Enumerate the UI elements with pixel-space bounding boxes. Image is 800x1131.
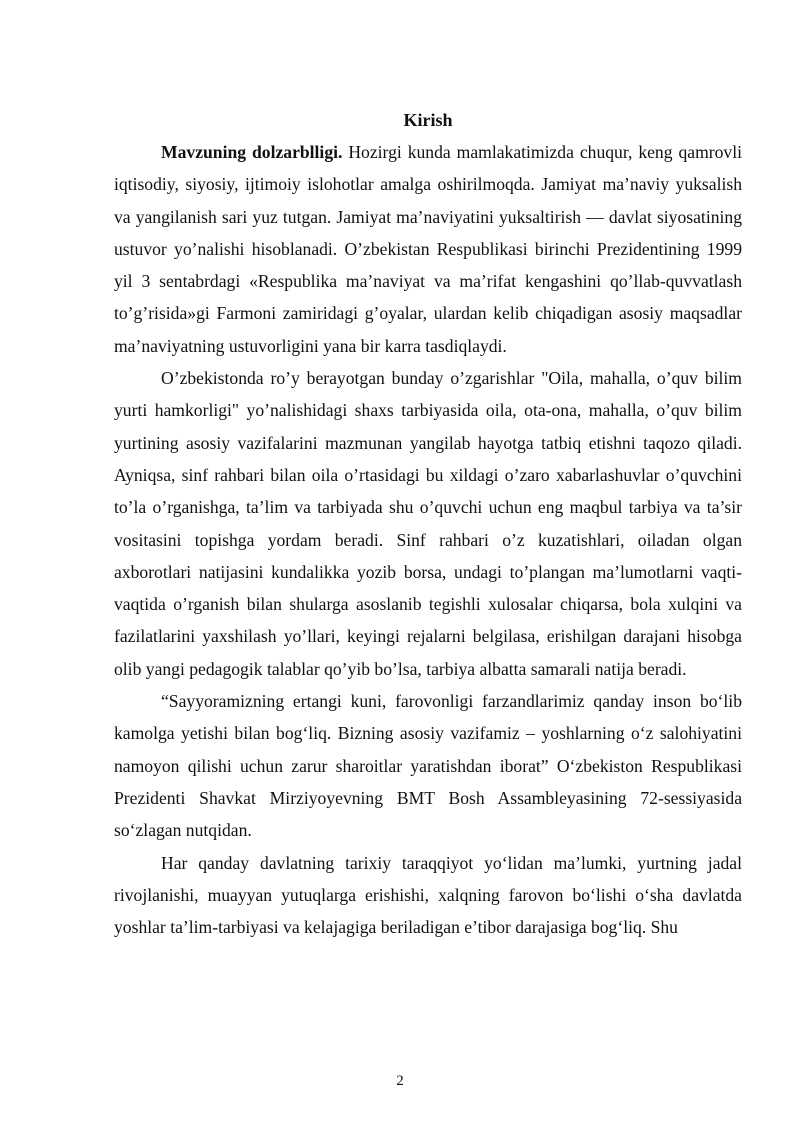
paragraph-quote bbox=[114, 685, 742, 846]
document-body bbox=[114, 104, 742, 943]
paragraph-text: Hozirgi kunda mamlakatimizda chuqur, keng qamrovli iqtisodiy, siyosiy, ijtimoiy islohotlar amalga oshirilmoqda. Jamiyat ma’naviy yuksalish va yangilanish sari yuz tutgan. Jamiyat ma’naviyatini yuksaltirish — davlat siyosatining ustuvor yo’nalishi hisoblanadi. O’zbekistan Respublikasi birinchi Prezidentining 1999 yil 3 sentabrdagi «Respublika ma’naviyat va ma’rifat kengashini qo’llab-quvvatlash to’g’risida»gi Farmoni zamiridagi g’oyalar, ulardan kelib chiqadigan asosiy maqsadlar ma’naviyatning ustuvorligini yana bir karra tasdiqlaydi. bbox=[114, 142, 742, 356]
paragraph-lead-heading: Mavzuning dolzarblligi. bbox=[161, 142, 343, 162]
paragraph-text: Har qanday davlatning tarixiy taraqqiyot yo‘lidan ma’lumki, yurtning jadal rivojlanishi, muayyan yutuqlarga erishishi, xalqning farovon bo‘lishi o‘sha davlatda yoshlar ta’lim-tarbiyasi va kelajagiga beriladigan e’tibor darajasiga bog‘liq. Shu bbox=[114, 852, 742, 938]
section-title: Kirish bbox=[403, 110, 453, 130]
paragraph-changes bbox=[114, 362, 742, 685]
paragraph-text: O’zbekistonda ro’y berayotgan bunday o’zgarishlar "Oila, mahalla, o’quv bilim yurti hamkorligi" yo’nalishidagi shaxs tarbiyasida oila, ota-ona, mahalla, o’quv bilim yurtining asosiy vazifalarini mazmunan yangilab hayotga tatbiq etishni taqozo qiladi. Ayniqsa, sinf rahbari bilan oila o’rtasidagi bu xildagi o’zaro xabarlashuvlar o’quvchini to’la o’rganishga, ta’lim va tarbiyada shu o’quvchi uchun eng maqbul tarbiya va ta’sir vositasini topishga yordam beradi. Sinf rahbari o’z kuzatishlari, oiladan olgan axborotlari natijasini kundalikka yozib borsa, undagi to’plangan ma’lumotlarni vaqti-vaqtida o’rganish bilan shularga asoslanib tegishli xulosalar chiqarsa, bola xulqini va fazilatlarini yaxshilash yo’llari, keyingi rejalarni belgilasa, erishilgan darajani hisobga olib yangi pedagogik talablar qo’yib bo’lsa, tarbiya albatta samarali natija beradi. bbox=[114, 368, 742, 679]
paragraph-history bbox=[114, 847, 742, 944]
paragraph-text: “Sayyoramizning ertangi kuni, farovonligi farzandlarimiz qanday inson bo‘lib kamolga yetishi bilan bog‘liq. Bizning asosiy vazifamiz – yoshlarning o‘z salohiyatini namoyon qilishi uchun zarur sharoitlar yaratishdan iborat” O‘zbekiston Respublikasi Prezidenti Shavkat Mirziyoyevning BMT Bosh Assambleyasining 72-sessiyasida so‘zlagan nutqidan. bbox=[114, 691, 742, 841]
page-number: 2 bbox=[396, 1073, 404, 1089]
paragraph-relevance bbox=[114, 136, 742, 362]
